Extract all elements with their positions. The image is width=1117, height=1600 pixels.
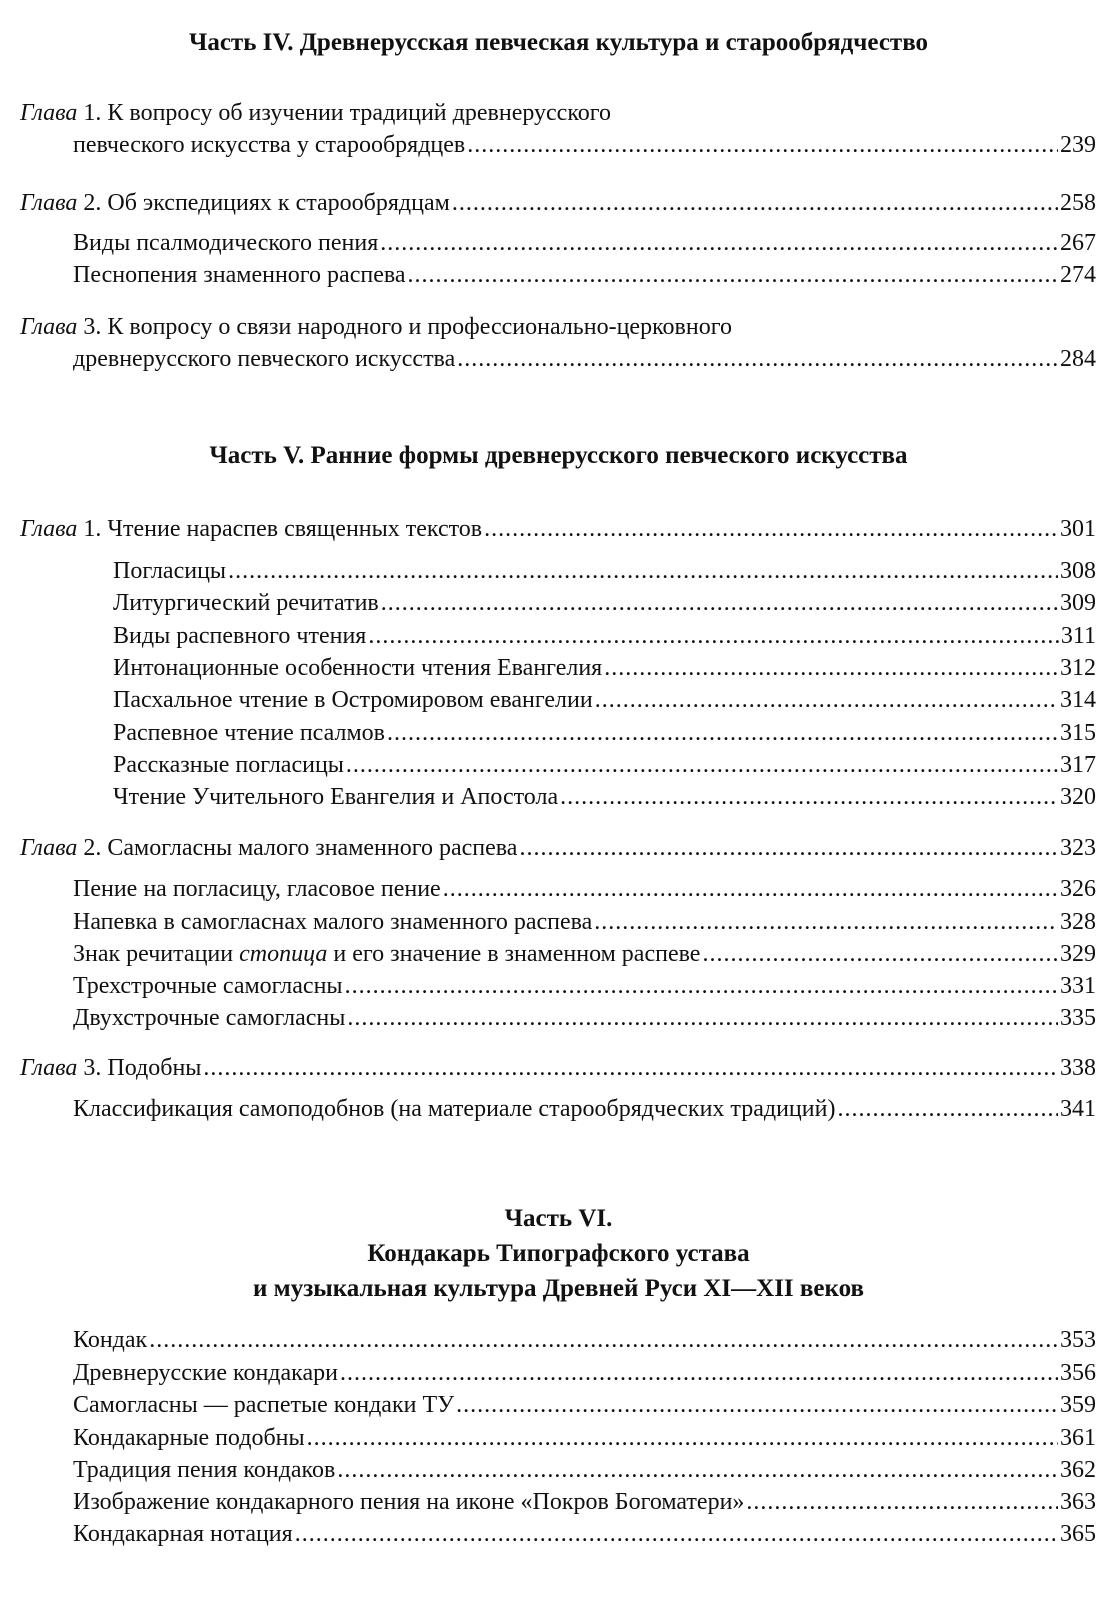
page-number: 363: [1060, 1489, 1096, 1515]
section-title: Пение на погласицу, гласовое пение: [73, 876, 441, 902]
part-6-title-line3: и музыкальная культура Древней Руси XI—XII веков: [253, 1275, 864, 1302]
section-title: Двухстрочные самогласны: [73, 1005, 346, 1031]
toc-entry-part5-ch1-sub3: [20, 620, 1096, 652]
chapter-title-cont: древнерусского певческого искусства: [73, 346, 456, 372]
section-title: Традиция пения кондаков: [73, 1457, 336, 1483]
chapter-prefix: Глава: [20, 516, 78, 542]
section-title: Распевное чтение псалмов: [113, 720, 385, 746]
toc-entry-part5-ch2-sub4: [20, 970, 1096, 1002]
dot-leader: [484, 513, 1058, 545]
page-number: 315: [1060, 720, 1096, 746]
page-number: 365: [1060, 1521, 1096, 1547]
toc-entry-part5-ch3: [20, 1052, 1096, 1084]
toc-entry-part5-ch1-sub7: [20, 749, 1096, 781]
page-number: 328: [1060, 909, 1096, 935]
dot-leader: [452, 187, 1058, 219]
section-title: Виды распевного чтения: [113, 623, 367, 649]
toc-entry-part6-item1: [20, 1324, 1096, 1356]
dot-leader: [443, 873, 1058, 905]
dot-leader: [467, 129, 1058, 161]
toc-entry-part5-ch1-sub5: [20, 684, 1096, 716]
page-number: 356: [1060, 1360, 1096, 1386]
toc-entry-part5-ch1-sub6: [20, 717, 1096, 749]
page-number: 338: [1060, 1055, 1096, 1081]
dot-leader: [149, 1324, 1058, 1356]
page-number: 317: [1060, 752, 1096, 778]
page-number: 267: [1060, 230, 1096, 256]
dot-leader: [340, 1357, 1058, 1389]
section-title: Древнерусские кондакари: [73, 1360, 338, 1386]
dot-leader: [381, 587, 1058, 619]
toc-entry-part5-ch3-sub1: [20, 1093, 1096, 1125]
page-number: 320: [1060, 784, 1096, 810]
section-title: Изображение кондакарного пения на иконе «Покров Богоматери»: [73, 1489, 745, 1515]
dot-leader: [368, 620, 1059, 652]
toc-entry-part4-ch1-line1: [20, 97, 1096, 129]
dot-leader: [337, 1454, 1058, 1486]
chapter-title: 1. К вопросу об изучении традиций древнерусского: [83, 100, 612, 126]
section-title: Песнопения знаменного распева: [73, 262, 406, 288]
dot-leader: [456, 1389, 1058, 1421]
toc-entry-part5-ch1-sub2: [20, 587, 1096, 619]
section-title: Пасхальное чтение в Остромировом евангелии: [113, 687, 593, 713]
page-number: 308: [1060, 558, 1096, 584]
section-title: Кондакарная нотация: [73, 1521, 293, 1547]
chapter-prefix: Глава: [20, 314, 78, 340]
part-6-title-line1: Часть VI.: [504, 1205, 613, 1232]
chapter-title: 2. Об экспедициях к старообрядцам: [83, 190, 450, 216]
dot-leader: [408, 259, 1058, 291]
chapter-title: 2. Самогласны малого знаменного распева: [83, 835, 518, 861]
section-title: Кондак: [73, 1327, 148, 1353]
toc-entry-part5-ch1-sub8: [20, 781, 1096, 813]
toc-entry-part5-ch1-sub4: [20, 652, 1096, 684]
page-number: 362: [1060, 1457, 1096, 1483]
section-title: Литургический речитатив: [113, 590, 379, 616]
section-title: Кондакарные подобны: [73, 1425, 305, 1451]
page-number: 239: [1060, 132, 1096, 158]
part-5-title: Часть V. Ранние формы древнерусского певческого искусства: [209, 442, 908, 469]
page-number: 258: [1060, 190, 1096, 216]
page-number: 326: [1060, 876, 1096, 902]
toc-entry-part4-ch2: [20, 187, 1096, 219]
dot-leader: [594, 906, 1058, 938]
section-title: Самогласны — распетые кондаки ТУ: [73, 1392, 455, 1418]
dot-leader: [560, 781, 1058, 813]
section-title: Виды псалмодического пения: [73, 230, 379, 256]
part-4-title: Часть IV. Древнерусская певческая культура и старообрядчество: [188, 29, 929, 56]
part-6-title-line2: Кондакарь Типографского устава: [367, 1240, 750, 1267]
section-title: Погласицы: [113, 558, 227, 584]
section-title: Рассказные погласицы: [113, 752, 344, 778]
chapter-title: 1. Чтение нараспев священных текстов: [83, 516, 483, 542]
page-number: 329: [1060, 941, 1096, 967]
page-number: 331: [1060, 973, 1096, 999]
section-title: Интонационные особенности чтения Евангелия: [113, 655, 603, 681]
dot-leader: [837, 1093, 1058, 1125]
page-number: 353: [1060, 1327, 1096, 1353]
toc-entry-part4-ch3-line1: [20, 311, 1096, 343]
dot-leader: [457, 343, 1058, 375]
toc-entry-part6-item7: [20, 1518, 1096, 1550]
dot-leader: [595, 684, 1058, 716]
page-number: 274: [1060, 262, 1096, 288]
dot-leader: [746, 1486, 1058, 1518]
chapter-prefix: Глава: [20, 1055, 78, 1081]
toc-entry-part4-ch2-sub2: [20, 259, 1096, 291]
dot-leader: [346, 749, 1058, 781]
dot-leader: [519, 832, 1058, 864]
toc-entry-part5-ch2-sub5: [20, 1002, 1096, 1034]
section-title: Чтение Учительного Евангелия и Апостола: [113, 784, 559, 810]
dot-leader: [604, 652, 1058, 684]
section-title-start: Знак речитации: [73, 941, 240, 967]
chapter-title: 3. Подобны: [83, 1055, 202, 1081]
page-number: 359: [1060, 1392, 1096, 1418]
chapter-prefix: Глава: [20, 190, 78, 216]
toc-entry-part5-ch2-sub2: [20, 906, 1096, 938]
toc-entry-part5-ch2-sub3: [20, 938, 1096, 970]
page-number: 312: [1060, 655, 1096, 681]
page-number: 301: [1060, 516, 1096, 542]
dot-leader: [307, 1422, 1058, 1454]
page-number: 323: [1060, 835, 1096, 861]
dot-leader: [387, 717, 1058, 749]
chapter-prefix: Глава: [20, 835, 78, 861]
page-number: 361: [1060, 1425, 1096, 1451]
page-number: 335: [1060, 1005, 1096, 1031]
page-number: 341: [1060, 1096, 1096, 1122]
dot-leader: [347, 1002, 1058, 1034]
page-number: 309: [1060, 590, 1096, 616]
dot-leader: [228, 555, 1058, 587]
chapter-prefix: Глава: [20, 100, 78, 126]
section-title: Напевка в самогласнах малого знаменного распева: [73, 909, 593, 935]
section-title-end: и его значение в знаменном распеве: [327, 941, 701, 967]
toc-entry-part6-item4: [20, 1422, 1096, 1454]
section-title: Трехстрочные самогласны: [73, 973, 343, 999]
toc-entry-part5-ch2: [20, 832, 1096, 864]
dot-leader: [203, 1052, 1058, 1084]
toc-entry-part5-ch1: [20, 513, 1096, 545]
section-title: Классификация самоподобнов (на материале старообрядческих традиций): [73, 1096, 836, 1122]
dot-leader: [380, 227, 1058, 259]
toc-entry-part6-item2: [20, 1357, 1096, 1389]
toc-entry-part5-ch1-sub1: [20, 555, 1096, 587]
toc-entry-part4-ch3: [20, 343, 1096, 375]
toc-entry-part6-item3: [20, 1389, 1096, 1421]
chapter-title-cont: певческого искусства у старообрядцев: [73, 132, 466, 158]
dot-leader: [345, 970, 1058, 1002]
toc-entry-part6-item5: [20, 1454, 1096, 1486]
page-number: 314: [1060, 687, 1096, 713]
toc-entry-part4-ch1: [20, 129, 1096, 161]
page-number: 311: [1060, 623, 1096, 649]
chapter-title: 3. К вопросу о связи народного и профессионально-церковного: [83, 314, 732, 340]
toc-entry-part6-item6: [20, 1486, 1096, 1518]
toc-entry-part5-ch2-sub1: [20, 873, 1096, 905]
section-title-italic-term: стопица: [239, 941, 328, 967]
page-number: 284: [1060, 346, 1096, 372]
toc-entry-part4-ch2-sub1: [20, 227, 1096, 259]
dot-leader: [295, 1518, 1058, 1550]
dot-leader: [702, 938, 1058, 970]
